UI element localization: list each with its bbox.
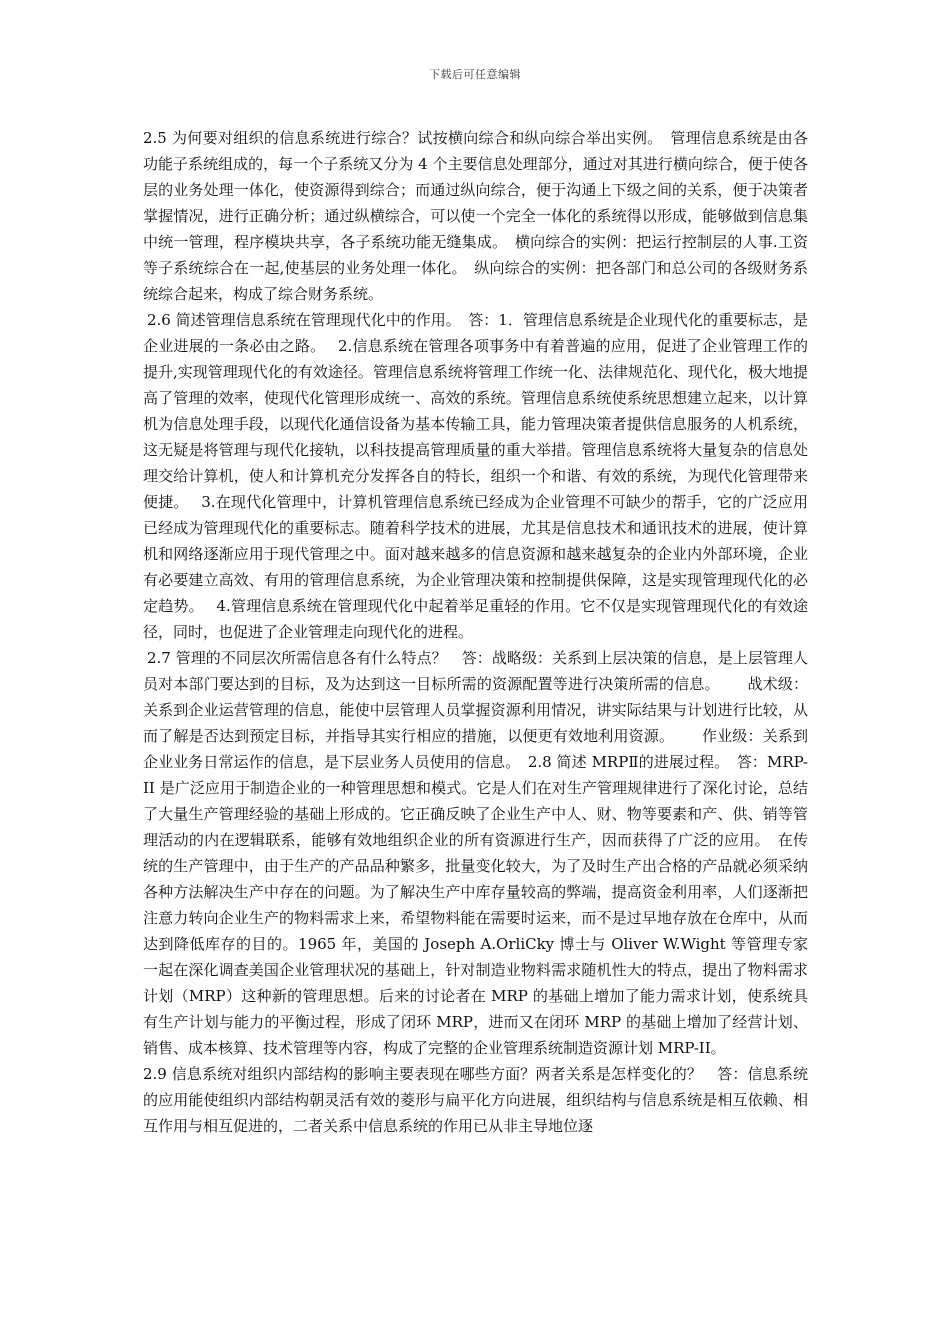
page-header: 下载后可任意编辑 [429, 68, 521, 81]
document-body [143, 125, 808, 1139]
paragraph-2-7-2-8: 2.7 管理的不同层次所需信息各有什么特点？ 答：战略级：关系到上层决策的信息，是上层管理人员对本部门要达到的目标，及为达到这一目标所需的资源配置等进行决策所需的信息。 战术级：关系到企业运营管理的信息，能使中层管理人员掌握资源利用情况，讲实际结果与计划进行比较，从而了解是否达到预定目标，并指导其实行相应的措施，以便更有效地利用资源。 作业级：关系到企业业务日常运作的信息，是下层业务人员使用的信息。 2.8 简述 MRPⅡ的进展过程。 答：MRP-II 是广泛应用于制造企业的一种管理思想和模式。它是人们在对生产管理规律进行了深化讨论，总结了大量生产管理经验的基础上形成的。它正确反映了企业生产中人、财、物等要素和产、供、销等管理活动的内在逻辑联系，能够有效地组织企业的所有资源进行生产，因而获得了广泛的应用。 在传统的生产管理中，由于生产的产品品种繁多，批量变化较大，为了及时生产出合格的产品就必须采纳各种方法解决生产中存在的问题。为了解决生产中库存量较高的弊端，提高资金利用率，人们逐渐把注意力转向企业生产的物料需求上来，希望物料能在需要时运来，而不是过早地存放在仓库中，从而达到降低库存的目的。1965 年，美国的 Joseph A.OrliCky 博士与 Oliver W.Wight 等管理专家一起在深化调查美国企业管理状况的基础上，针对制造业物料需求随机性大的特点，提出了物料需求计划（MRP）这种新的管理思想。后来的讨论者在 MRP 的基础上增加了能力需求计划，使系统具有生产计划与能力的平衡过程，形成了闭环 MRP，进而又在闭环 MRP 的基础上增加了经营计划、销售、成本核算、技术管理等内容，构成了完整的企业管理系统制造资源计划 MRP-II。 [143, 649, 808, 1057]
paragraph-2-6: 2.6 简述管理信息系统在管理现代化中的作用。 答：1．管理信息系统是企业现代化的重要标志，是企业进展的一条必由之路。 2.信息系统在管理各项事务中有着普遍的应用，促进了企业管理工作的提升,实现管理现代化的有效途径。管理信息系统将管理工作统一化、法律规范化、现代化，极大地提高了管理的效率，使现代化管理形成统一、高效的系统。管理信息系统使系统思想建立起来，以计算机为信息处理手段，以现代化通信设备为基本传输工具，能力管理决策者提供信息服务的人机系统，这无疑是将管理与现代化接轨，以科技提高管理质量的重大举措。管理信息系统将大量复杂的信息处理交给计算机，使人和计算机充分发挥各自的特长，组织一个和谐、有效的系统，为现代化管理带来便捷。 3.在现代化管理中，计算机管理信息系统已经成为企业管理不可缺少的帮手，它的广泛应用已经成为管理现代化的重要标志。随着科学技术的进展，尤其是信息技术和通讯技术的进展，使计算机和网络逐渐应用于现代管理之中。面对越来越多的信息资源和越来越复杂的企业内外部环境，企业有必要建立高效、有用的管理信息系统，为企业管理决策和控制提供保障，这是实现管理现代化的必定趋势。 4.管理信息系统在管理现代化中起着举足重轻的作用。它不仅是实现管理现代化的有效途径，同时，也促进了企业管理走向现代化的进程。 [143, 311, 808, 641]
paragraph-2-5: 2.5 为何要对组织的信息系统进行综合？试按横向综合和纵向综合举出实例。 管理信息系统是由各功能子系统组成的，每一个子系统又分为 4 个主要信息处理部分，通过对其进行横向综合，便于使各层的业务处理一体化，使资源得到综合；而通过纵向综合，便于沟通上下级之间的关系，便于决策者掌握情况，进行正确分析；通过纵横综合，可以使一个完全一体化的系统得以形成，能够做到信息集中统一管理，程序模块共享，各子系统功能无缝集成。 横向综合的实例：把运行控制层的人事.工资等子系统综合在一起,使基层的业务处理一体化。 纵向综合的实例：把各部门和总公司的各级财务系统综合起来，构成了综合财务系统。 [143, 129, 808, 303]
paragraph-2-9: 2.9 信息系统对组织内部结构的影响主要表现在哪些方面？两者关系是怎样变化的？ 答：信息系统的应用能使组织内部结构朝灵活有效的菱形与扁平化方向进展，组织结构与信息系统是相互依赖、相互作用与相互促进的，二者关系中信息系统的作用已从非主导地位逐 [143, 1065, 808, 1135]
